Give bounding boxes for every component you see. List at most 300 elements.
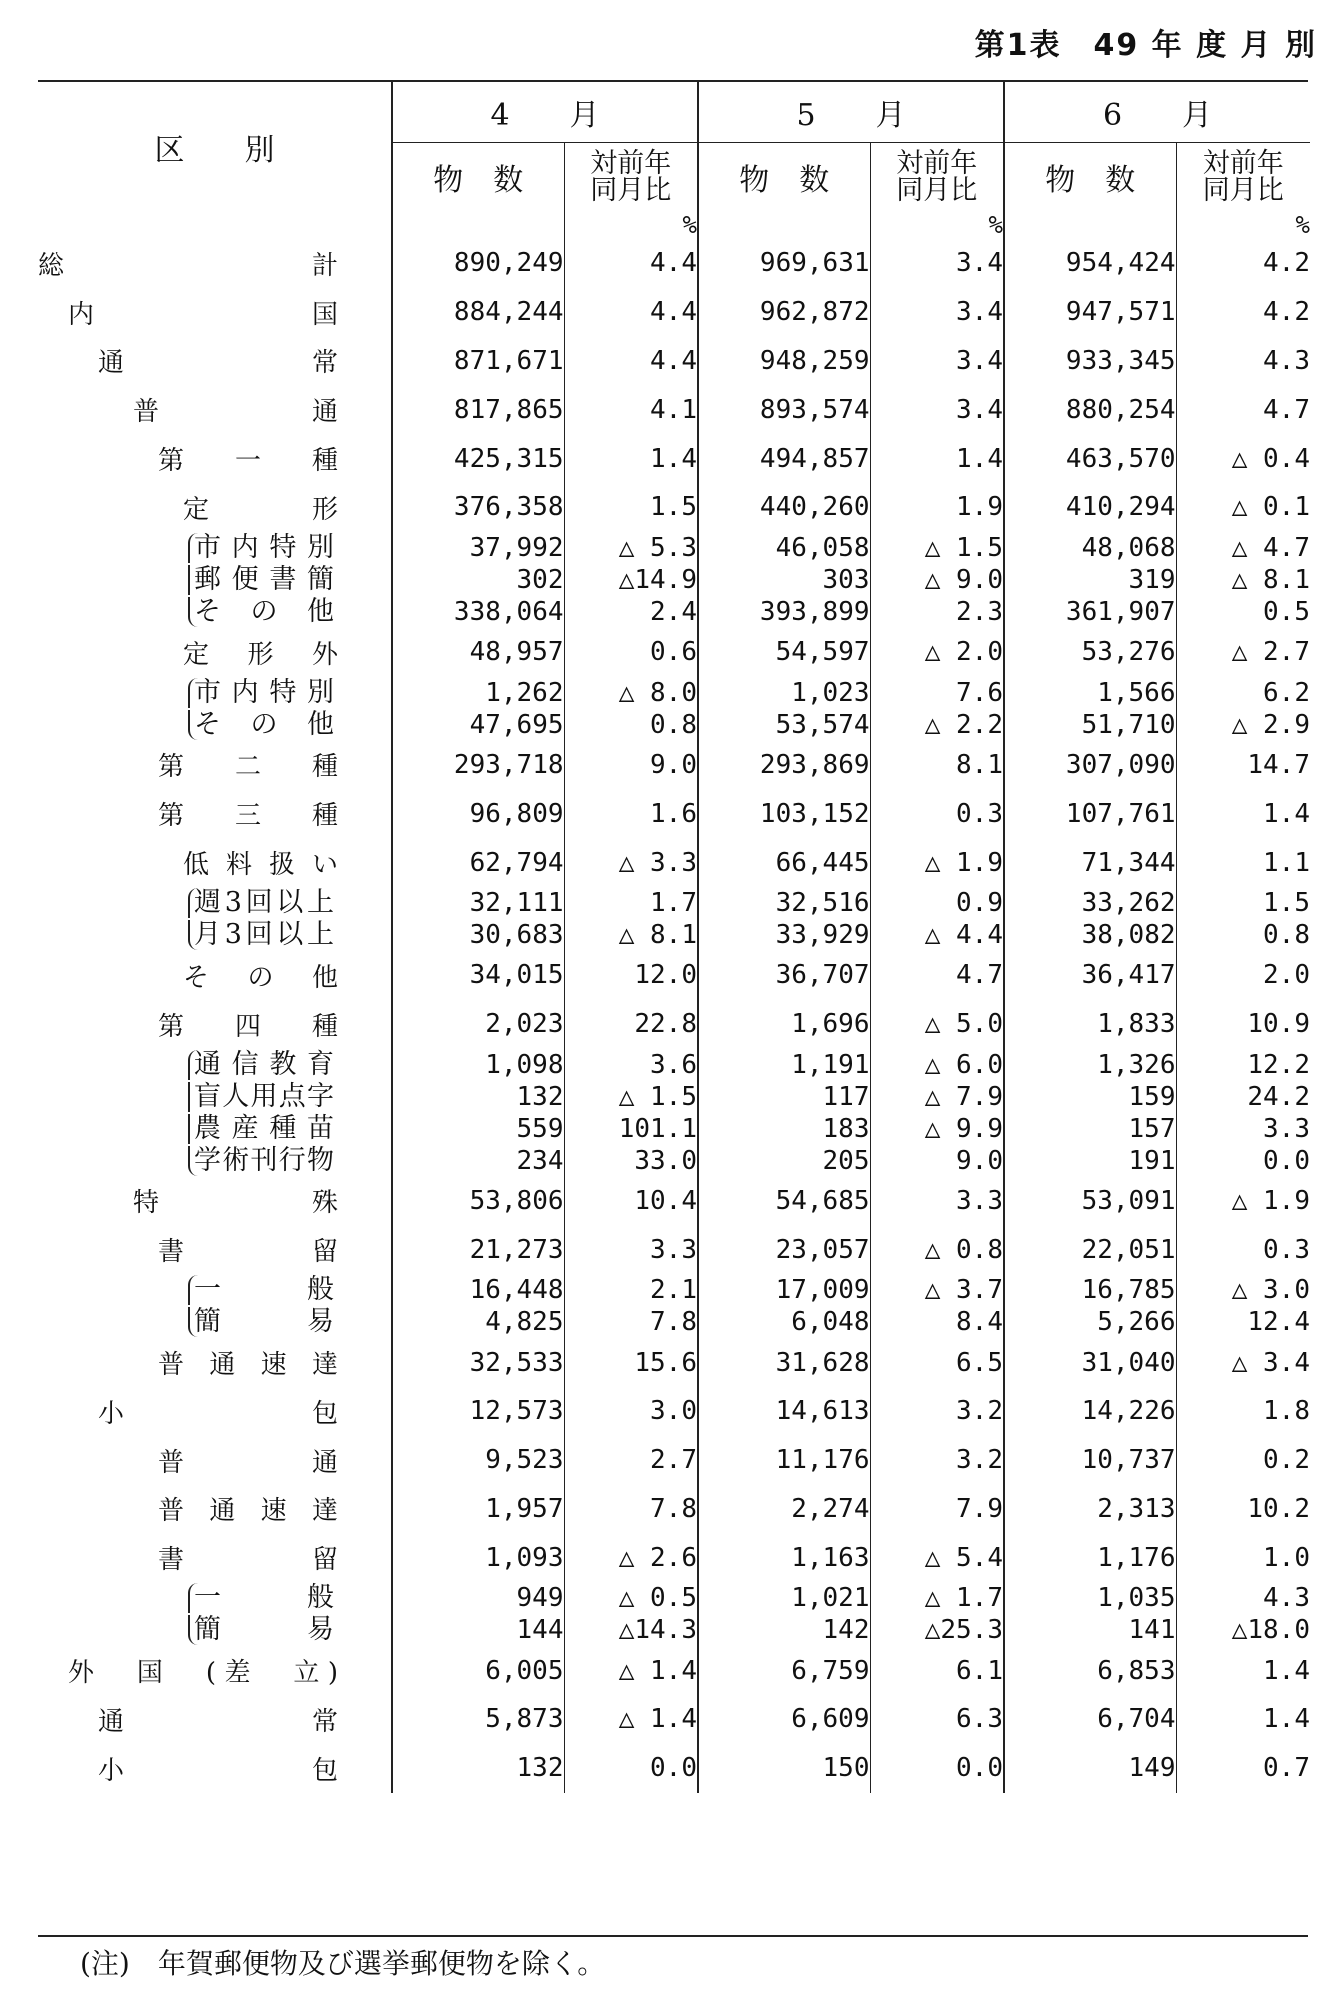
table-row-sub — [38, 677, 1310, 709]
row-label — [38, 1582, 392, 1614]
row-label — [38, 1225, 392, 1274]
yoy-apr: △ 5.3 — [564, 532, 698, 564]
row-label-text: 郵便書簡 — [188, 565, 334, 595]
row-label-text: 第 二 種 — [158, 752, 338, 783]
count-apr: 34,015 — [392, 951, 564, 1000]
yoy-apr: 4.1 — [564, 385, 698, 434]
percent-unit: % — [564, 211, 698, 239]
row-label — [38, 564, 392, 596]
row-label-text: 盲人用点字 — [188, 1082, 334, 1112]
percent-unit-blank — [1004, 211, 1176, 239]
percent-unit-row — [38, 211, 1310, 239]
percent-unit-blank — [698, 211, 870, 239]
row-label — [38, 1049, 392, 1081]
table-row — [38, 1744, 1310, 1793]
yoy-may: 0.3 — [870, 789, 1004, 838]
yoy-may: △ 6.0 — [870, 1049, 1004, 1081]
count-jun: 463,570 — [1004, 434, 1176, 483]
count-may: 303 — [698, 564, 870, 596]
count-jun: 319 — [1004, 564, 1176, 596]
count-apr: 4,825 — [392, 1306, 564, 1338]
yoy-may: 3.4 — [870, 385, 1004, 434]
yoy-apr: 3.3 — [564, 1225, 698, 1274]
yoy-apr: △ 3.3 — [564, 838, 698, 887]
table-row — [38, 951, 1310, 1000]
yoy-may: 1.4 — [870, 434, 1004, 483]
row-label — [38, 1113, 392, 1145]
table-row — [38, 1338, 1310, 1387]
count-apr: 871,671 — [392, 337, 564, 386]
row-label-text: 市内特別 — [188, 533, 334, 563]
yoy-jun: 4.2 — [1176, 288, 1310, 337]
row-label — [38, 789, 392, 838]
row-label-text: 総 計 — [38, 250, 338, 281]
row-label-text: 通 常 — [98, 348, 338, 379]
table-row — [38, 1695, 1310, 1744]
row-label-text: 小 包 — [98, 1755, 338, 1786]
count-jun: 157 — [1004, 1113, 1176, 1145]
row-label — [38, 1177, 392, 1226]
row-label-text: 学術刊行物 — [188, 1146, 334, 1176]
yoy-jun: 12.4 — [1176, 1306, 1310, 1338]
table-row — [38, 1000, 1310, 1049]
row-label-text: 低料扱い — [183, 850, 338, 881]
yoy-apr: 4.4 — [564, 337, 698, 386]
count-apr: 890,249 — [392, 239, 564, 288]
row-label — [38, 1533, 392, 1582]
count-jun: 53,091 — [1004, 1177, 1176, 1226]
yoy-may: △ 4.4 — [870, 919, 1004, 951]
count-jun: 31,040 — [1004, 1338, 1176, 1387]
table-row — [38, 385, 1310, 434]
count-jun: 880,254 — [1004, 385, 1176, 434]
yoy-apr: 22.8 — [564, 1000, 698, 1049]
header-yoy-line2: 同月比 — [1202, 175, 1284, 206]
count-may: 32,516 — [698, 887, 870, 919]
count-may: 54,685 — [698, 1177, 870, 1226]
count-may: 23,057 — [698, 1225, 870, 1274]
yoy-jun: 0.3 — [1176, 1225, 1310, 1274]
header-count-6: 物 数 — [1004, 143, 1176, 212]
yoy-jun: △ 3.4 — [1176, 1338, 1310, 1387]
count-may: 1,696 — [698, 1000, 870, 1049]
yoy-may: 3.2 — [870, 1436, 1004, 1485]
count-may: 66,445 — [698, 838, 870, 887]
yoy-apr: △ 1.4 — [564, 1695, 698, 1744]
yoy-jun: 0.7 — [1176, 1744, 1310, 1793]
row-label — [38, 1436, 392, 1485]
yoy-apr: △ 8.0 — [564, 677, 698, 709]
count-apr: 425,315 — [392, 434, 564, 483]
yoy-jun: △ 1.9 — [1176, 1177, 1310, 1226]
count-apr: 302 — [392, 564, 564, 596]
count-jun: 71,344 — [1004, 838, 1176, 887]
yoy-apr: △14.3 — [564, 1614, 698, 1646]
row-label-text: そ の 他 — [183, 962, 338, 993]
yoy-may: △ 1.5 — [870, 532, 1004, 564]
header-month-6: 6 月 — [1004, 82, 1310, 143]
yoy-may: 9.0 — [870, 1145, 1004, 1177]
yoy-apr: 9.0 — [564, 741, 698, 790]
table-row-sub — [38, 1306, 1310, 1338]
yoy-apr: 15.6 — [564, 1338, 698, 1387]
header-count-4: 物 数 — [392, 143, 564, 212]
yoy-may: △ 0.8 — [870, 1225, 1004, 1274]
yoy-may: △25.3 — [870, 1614, 1004, 1646]
yoy-jun: 14.7 — [1176, 741, 1310, 790]
table-row-sub — [38, 1081, 1310, 1113]
count-may: 14,613 — [698, 1387, 870, 1436]
yoy-may: △ 1.9 — [870, 838, 1004, 887]
yoy-apr: △14.9 — [564, 564, 698, 596]
count-apr: 132 — [392, 1081, 564, 1113]
row-label-text: 通信教育 — [188, 1050, 334, 1080]
row-label-text: 普 通 — [133, 397, 338, 428]
monthly-mail-table — [38, 82, 1310, 1793]
count-may: 150 — [698, 1744, 870, 1793]
yoy-may: △ 5.0 — [870, 1000, 1004, 1049]
yoy-jun: 10.9 — [1176, 1000, 1310, 1049]
count-may: 33,929 — [698, 919, 870, 951]
yoy-may: △ 9.0 — [870, 564, 1004, 596]
row-label — [38, 1695, 392, 1744]
table-row-sub — [38, 532, 1310, 564]
count-may: 6,609 — [698, 1695, 870, 1744]
count-apr: 234 — [392, 1145, 564, 1177]
yoy-may: 2.3 — [870, 596, 1004, 628]
row-label — [38, 596, 392, 628]
count-apr: 293,718 — [392, 741, 564, 790]
count-jun: 1,833 — [1004, 1000, 1176, 1049]
count-jun: 933,345 — [1004, 337, 1176, 386]
count-apr: 53,806 — [392, 1177, 564, 1226]
count-jun: 1,566 — [1004, 677, 1176, 709]
count-apr: 1,957 — [392, 1485, 564, 1534]
yoy-jun: 0.5 — [1176, 596, 1310, 628]
count-may: 969,631 — [698, 239, 870, 288]
table-row-sub — [38, 919, 1310, 951]
header-count-5: 物 数 — [698, 143, 870, 212]
count-apr: 1,262 — [392, 677, 564, 709]
count-may: 440,260 — [698, 483, 870, 532]
count-jun: 947,571 — [1004, 288, 1176, 337]
yoy-jun: △ 0.1 — [1176, 483, 1310, 532]
header-yoy-line2: 同月比 — [590, 175, 672, 206]
count-may: 117 — [698, 1081, 870, 1113]
count-apr: 48,957 — [392, 628, 564, 677]
count-may: 1,021 — [698, 1582, 870, 1614]
yoy-jun: △ 2.9 — [1176, 709, 1310, 741]
row-label — [38, 1387, 392, 1436]
count-may: 11,176 — [698, 1436, 870, 1485]
yoy-may: △ 7.9 — [870, 1081, 1004, 1113]
yoy-may: 8.1 — [870, 741, 1004, 790]
yoy-may: 3.4 — [870, 337, 1004, 386]
yoy-jun: △ 8.1 — [1176, 564, 1310, 596]
count-apr: 1,093 — [392, 1533, 564, 1582]
count-apr: 132 — [392, 1744, 564, 1793]
count-apr: 817,865 — [392, 385, 564, 434]
row-label-text: 定 形 — [183, 494, 338, 525]
count-may: 36,707 — [698, 951, 870, 1000]
yoy-apr: 12.0 — [564, 951, 698, 1000]
yoy-jun: 4.2 — [1176, 239, 1310, 288]
row-label-text: 書 留 — [158, 1237, 338, 1268]
row-label — [38, 709, 392, 741]
count-apr: 9,523 — [392, 1436, 564, 1485]
percent-unit-spacer — [38, 211, 392, 239]
yoy-apr: 4.4 — [564, 239, 698, 288]
count-apr: 2,023 — [392, 1000, 564, 1049]
row-label — [38, 1306, 392, 1338]
count-jun: 16,785 — [1004, 1274, 1176, 1306]
yoy-apr: 1.7 — [564, 887, 698, 919]
count-jun: 1,176 — [1004, 1533, 1176, 1582]
yoy-apr: 2.7 — [564, 1436, 698, 1485]
yoy-may: 7.9 — [870, 1485, 1004, 1534]
yoy-apr: 0.0 — [564, 1744, 698, 1793]
row-label-text: 普通速達 — [158, 1496, 338, 1527]
count-may: 1,163 — [698, 1533, 870, 1582]
yoy-apr: △ 1.4 — [564, 1646, 698, 1695]
yoy-may: △ 9.9 — [870, 1113, 1004, 1145]
table-row-sub — [38, 1614, 1310, 1646]
count-jun: 51,710 — [1004, 709, 1176, 741]
table-row — [38, 434, 1310, 483]
yoy-jun: △ 4.7 — [1176, 532, 1310, 564]
count-jun: 38,082 — [1004, 919, 1176, 951]
yoy-may: △ 1.7 — [870, 1582, 1004, 1614]
row-label-text: 第 一 種 — [158, 446, 338, 477]
table-row-sub — [38, 564, 1310, 596]
count-apr: 5,873 — [392, 1695, 564, 1744]
yoy-jun: 12.2 — [1176, 1049, 1310, 1081]
row-label — [38, 951, 392, 1000]
count-apr: 16,448 — [392, 1274, 564, 1306]
count-may: 46,058 — [698, 532, 870, 564]
yoy-may: 7.6 — [870, 677, 1004, 709]
yoy-apr: 1.5 — [564, 483, 698, 532]
table-row — [38, 628, 1310, 677]
count-may: 2,274 — [698, 1485, 870, 1534]
yoy-jun: 10.2 — [1176, 1485, 1310, 1534]
table-row — [38, 1177, 1310, 1226]
yoy-may: 3.3 — [870, 1177, 1004, 1226]
count-apr: 6,005 — [392, 1646, 564, 1695]
table-row — [38, 239, 1310, 288]
yoy-may: 3.4 — [870, 288, 1004, 337]
yoy-jun: 24.2 — [1176, 1081, 1310, 1113]
count-apr: 62,794 — [392, 838, 564, 887]
count-jun: 33,262 — [1004, 887, 1176, 919]
row-label-text: 簡 易 — [188, 1307, 334, 1337]
table-row — [38, 1646, 1310, 1695]
yoy-may: 1.9 — [870, 483, 1004, 532]
row-label — [38, 239, 392, 288]
count-jun: 954,424 — [1004, 239, 1176, 288]
yoy-apr: △ 0.5 — [564, 1582, 698, 1614]
yoy-may: △ 5.4 — [870, 1533, 1004, 1582]
row-label — [38, 628, 392, 677]
count-apr: 37,992 — [392, 532, 564, 564]
yoy-may: 3.4 — [870, 239, 1004, 288]
row-label-text: 一 般 — [188, 1275, 334, 1305]
count-jun: 2,313 — [1004, 1485, 1176, 1534]
row-label — [38, 288, 392, 337]
yoy-apr: △ 1.5 — [564, 1081, 698, 1113]
yoy-may: △ 3.7 — [870, 1274, 1004, 1306]
row-label — [38, 1145, 392, 1177]
count-jun: 6,853 — [1004, 1646, 1176, 1695]
count-jun: 361,907 — [1004, 596, 1176, 628]
yoy-jun: 2.0 — [1176, 951, 1310, 1000]
table-row-sub — [38, 1145, 1310, 1177]
yoy-jun: 1.8 — [1176, 1387, 1310, 1436]
table-row-sub — [38, 887, 1310, 919]
count-apr: 12,573 — [392, 1387, 564, 1436]
yoy-may: 3.2 — [870, 1387, 1004, 1436]
count-jun: 10,737 — [1004, 1436, 1176, 1485]
count-jun: 53,276 — [1004, 628, 1176, 677]
yoy-apr: 1.6 — [564, 789, 698, 838]
count-may: 948,259 — [698, 337, 870, 386]
yoy-apr: 4.4 — [564, 288, 698, 337]
header-yoy-line1: 対前年 — [590, 148, 672, 179]
percent-unit: % — [1176, 211, 1310, 239]
row-label — [38, 1646, 392, 1695]
row-label-text: そ の 他 — [188, 597, 334, 627]
count-apr: 21,273 — [392, 1225, 564, 1274]
table-row — [38, 741, 1310, 790]
row-label-text: 特 殊 — [133, 1188, 338, 1219]
count-apr: 376,358 — [392, 483, 564, 532]
footnote: (注) 年賀郵便物及び選挙郵便物を除く。 — [80, 1947, 606, 1980]
yoy-jun: 0.0 — [1176, 1145, 1310, 1177]
yoy-jun: 1.0 — [1176, 1533, 1310, 1582]
row-label — [38, 1614, 392, 1646]
yoy-jun: 1.4 — [1176, 789, 1310, 838]
count-apr: 338,064 — [392, 596, 564, 628]
row-label — [38, 337, 392, 386]
row-label — [38, 838, 392, 887]
row-label-text: 第 三 種 — [158, 801, 338, 832]
row-label — [38, 741, 392, 790]
row-label — [38, 1338, 392, 1387]
yoy-jun: 4.7 — [1176, 385, 1310, 434]
row-label-text: 小 包 — [98, 1398, 338, 1429]
row-label — [38, 919, 392, 951]
yoy-apr: 101.1 — [564, 1113, 698, 1145]
yoy-apr: 7.8 — [564, 1485, 698, 1534]
count-apr: 144 — [392, 1614, 564, 1646]
row-label-text: 内 国 — [68, 299, 338, 330]
row-label — [38, 434, 392, 483]
yoy-jun: 3.3 — [1176, 1113, 1310, 1145]
row-label-text: 月3回以上 — [188, 920, 334, 950]
table-row-sub — [38, 1113, 1310, 1145]
row-label-text: 普通速達 — [158, 1350, 338, 1381]
row-label — [38, 1744, 392, 1793]
row-label-text: 定 形 外 — [183, 639, 338, 670]
yoy-may: 0.9 — [870, 887, 1004, 919]
yoy-jun: 1.5 — [1176, 887, 1310, 919]
yoy-apr: 7.8 — [564, 1306, 698, 1338]
row-label — [38, 887, 392, 919]
row-label — [38, 1081, 392, 1113]
count-may: 205 — [698, 1145, 870, 1177]
count-jun: 149 — [1004, 1744, 1176, 1793]
header-yoy-6 — [1176, 143, 1310, 212]
count-may: 893,574 — [698, 385, 870, 434]
count-may: 6,759 — [698, 1646, 870, 1695]
row-label — [38, 1000, 392, 1049]
count-may: 962,872 — [698, 288, 870, 337]
row-label — [38, 385, 392, 434]
row-label — [38, 532, 392, 564]
count-may: 142 — [698, 1614, 870, 1646]
header-yoy-line2: 同月比 — [896, 175, 978, 206]
table-row — [38, 1387, 1310, 1436]
count-apr: 30,683 — [392, 919, 564, 951]
yoy-jun: 4.3 — [1176, 1582, 1310, 1614]
header-month-5: 5 月 — [698, 82, 1004, 143]
row-label-text: 週3回以上 — [188, 888, 334, 918]
row-label-text: 書 留 — [158, 1545, 338, 1576]
row-label — [38, 1274, 392, 1306]
table-row — [38, 838, 1310, 887]
count-may: 393,899 — [698, 596, 870, 628]
yoy-jun: 1.4 — [1176, 1695, 1310, 1744]
table-row-sub — [38, 596, 1310, 628]
count-apr: 949 — [392, 1582, 564, 1614]
yoy-may: 6.5 — [870, 1338, 1004, 1387]
count-apr: 32,533 — [392, 1338, 564, 1387]
yoy-jun: 1.4 — [1176, 1646, 1310, 1695]
count-jun: 36,417 — [1004, 951, 1176, 1000]
count-may: 53,574 — [698, 709, 870, 741]
count-jun: 191 — [1004, 1145, 1176, 1177]
count-may: 1,023 — [698, 677, 870, 709]
count-jun: 5,266 — [1004, 1306, 1176, 1338]
row-label-text: 簡 易 — [188, 1615, 334, 1645]
count-may: 103,152 — [698, 789, 870, 838]
row-label-text: 普 通 — [158, 1447, 338, 1478]
header-month-4: 4 月 — [392, 82, 698, 143]
yoy-apr: 2.1 — [564, 1274, 698, 1306]
yoy-may: △ 2.2 — [870, 709, 1004, 741]
table-row-sub — [38, 1049, 1310, 1081]
yoy-jun: 6.2 — [1176, 677, 1310, 709]
yoy-apr: 10.4 — [564, 1177, 698, 1226]
row-label — [38, 1485, 392, 1534]
yoy-apr: 0.6 — [564, 628, 698, 677]
header-yoy-4 — [564, 143, 698, 212]
header-yoy-line1: 対前年 — [896, 148, 978, 179]
yoy-apr: △ 2.6 — [564, 1533, 698, 1582]
count-jun: 48,068 — [1004, 532, 1176, 564]
row-label-text: 一 般 — [188, 1583, 334, 1613]
table-row — [38, 1436, 1310, 1485]
count-may: 6,048 — [698, 1306, 870, 1338]
yoy-may: 8.4 — [870, 1306, 1004, 1338]
count-may: 31,628 — [698, 1338, 870, 1387]
count-jun: 107,761 — [1004, 789, 1176, 838]
row-label-text: 農産種苗 — [188, 1114, 334, 1144]
count-apr: 47,695 — [392, 709, 564, 741]
table-row-sub — [38, 1274, 1310, 1306]
yoy-apr: 2.4 — [564, 596, 698, 628]
count-may: 293,869 — [698, 741, 870, 790]
